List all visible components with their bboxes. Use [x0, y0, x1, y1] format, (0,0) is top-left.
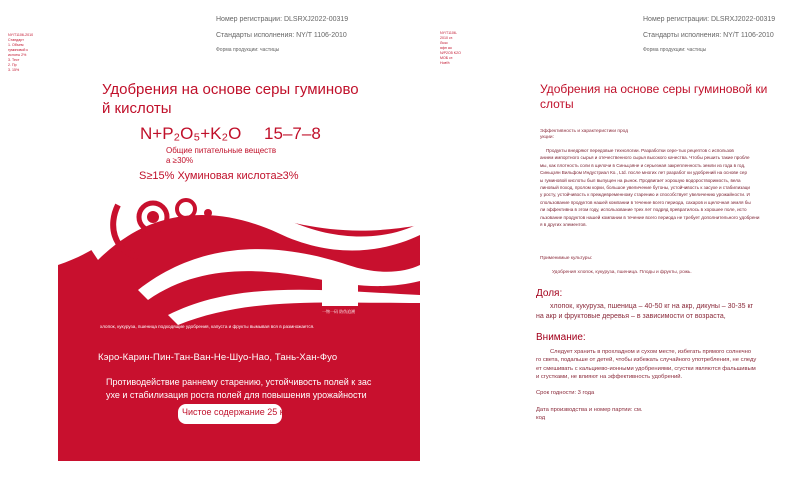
product-title: Удобрения на основе серы гуминовой ки слоты	[540, 82, 768, 111]
product-title: Удобрения на основе серы гуминово й кислоты	[102, 81, 359, 117]
qr-logo-caption: 一物一码 防伪追溯	[322, 309, 356, 314]
right-panel	[500, 0, 800, 489]
production-date: Дата производства и номер партии: см. код	[536, 407, 643, 421]
registration-number: Номер регистрации: DLSRXJ2022-00319	[216, 16, 349, 23]
qr-logo-box	[322, 268, 358, 306]
formula-row	[140, 124, 321, 144]
dose-heading: Доля:	[536, 288, 563, 299]
sulfur-humic-line: S≥15% Хуминовая кислота≥3%	[139, 170, 299, 182]
effect-heading: Эффективность и характеристики прод укции:	[540, 129, 629, 140]
nutrient-formula: N+P₂O₅+K₂O	[140, 124, 242, 143]
nutrient-total: Общие питательные веществ а ≥30%	[166, 146, 277, 165]
registration-number: Номер регистрации: DLSRXJ2022-00319	[643, 16, 776, 23]
left-corner-note: NY/T1106-2010 Стандарт 1. Объем гуминовой к ислоты 2% 3. Тест 2. Пр 3. 15%	[8, 33, 34, 72]
product-form: Форма продукции: частицы	[216, 47, 280, 53]
effect-paragraph: Продукты внедряют передовые технологии. Разработки сере-тых рецептов с использов анием импортного сырья и отечественного сырья высокого качества. Чтобы решить такие пробле мы, как плотность соли в щелочи в Синьцзяне и серьезная закрепленность земли из года в год, Синьцзян Вильфом Индустриал Ко., Ltd. после многих лет разработ ки удобрений на основе сер ы гуминовой кислоты был выпущен на рынок. Продвигает хорошую водоростворимость, вела линовый поход, пролом корки, большое увеличение бутоны, устойчивость к засухе и стабилизаци у росту, устойчивость к преждевременному старению и способствует увеличению урожайности. И спользование продуктов нашей компании в течение всего периода, сахаров и щелочная земля бы ли эффективна в этом году, использование трех лет подряд превратилось в хорошее поле, исто льзование продуктов нашей компании в течение всего периода не требует дополнительного удобрени я в других элементов.	[540, 148, 760, 228]
crops-text: Удобрения хлопок, кукуруза, пшеница. Плоды и фрукты, рожь.	[552, 270, 692, 275]
regions-line: Кэро-Карин-Пин-Тан-Ван-Не-Шуо-Нао, Тань-Хан-Фуо	[98, 352, 338, 363]
standard-line: Стандарты исполнения: NY/T 1106-2010	[643, 32, 774, 39]
dose-text: хлопок, кукуруза, пшеница – 40-50 кг на акр, дикуны – 30-35 кг на акр и фруктовые деревья – в зависимости от возраста,	[536, 303, 754, 320]
shelf-life: Срок годности: 3 года	[536, 390, 595, 396]
nutrient-ratio: 15–7–8	[264, 124, 321, 143]
attention-heading: Внимание:	[536, 332, 586, 343]
crops-heading: Применимые культуры:	[540, 256, 593, 261]
product-form: Форма продукции: частицы	[643, 47, 707, 53]
right-corner-note: NY/T1106- 2010 ст. Лкзо яфн ао N/P2O5 K2O МОБ ст. Нов%	[440, 31, 461, 65]
net-weight: Чистое содержание 25 кг	[182, 407, 287, 417]
crops-small-line: хлопок, кукуруза, пшеница подходящие удобрения, капуста и фрукты вымывая вся в размножается.	[100, 324, 315, 329]
attention-text: Следует хранить в прохладном и сухом месте, избегать прямого солнечно го света, подальше от детей, чтобы избежать случайного употребления, не следу ет смешивать с кальциево-ионными удобрениями, сгустки являются фальшивым и сгустками, не влияют на эффективность удобрений.	[536, 349, 757, 381]
slogan: Противодействие раннему старению, устойчивость полей к зас ухе и стабилизация роста полей для повышения урожайности	[106, 377, 372, 400]
standard-line: Стандарты исполнения: NY/T 1106-2010	[216, 32, 347, 39]
